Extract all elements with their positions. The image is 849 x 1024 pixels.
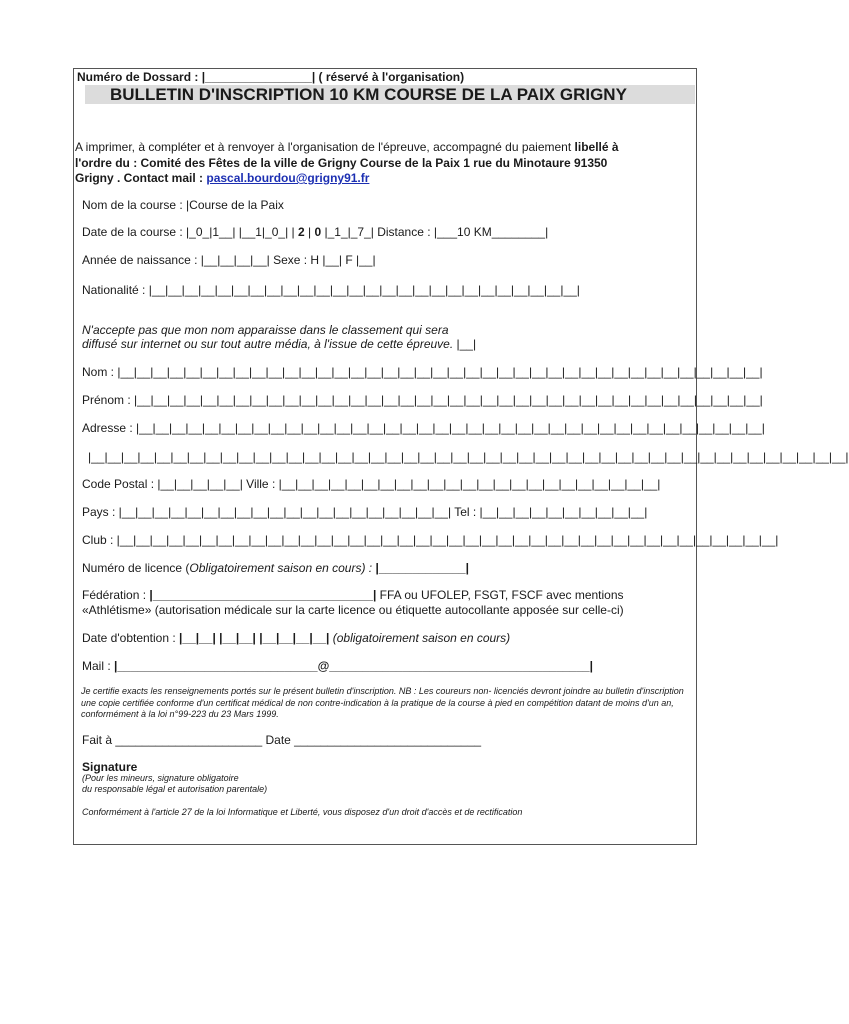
consent-checkbox[interactable]: |__| [456, 337, 477, 351]
federation-field[interactable] [82, 588, 624, 602]
distance-part: |_1_|_7_| Distance : |___10 KM________| [321, 225, 549, 239]
mail-label: Mail : [82, 659, 115, 673]
address-field[interactable]: Adresse : |__|__|__|__|__|__|__|__|__|__|__|__|__|__|__|__|__|__|__|__|__|__|__|__|__|__|__|__|__|__|__|__|__|__|__|__|__|__| [82, 421, 765, 435]
contact-email-link[interactable]: pascal.bourdou@grigny91.fr [206, 171, 370, 185]
certification-text: Je certifie exacts les renseignements portés sur le présent bulletin d'inscription. NB : Les coureurs non- licenciés devront joindre au bulletin d'inscription une copie certifiée conforme d'un certificat médical de non contre-indication à la pratique de la course à pied en compétition datant de moins d'un an, conformément à la loi n°99-223 du 23 Mars 1999. [81, 686, 684, 719]
intro-contact-label: Grigny . Contact mail : [75, 171, 207, 185]
dossard-text: Numéro de Dossard : |________________| ( réservé à l'organisation) [77, 70, 465, 84]
obtention-field[interactable] [82, 631, 510, 645]
birth-sex-field[interactable]: Année de naissance : |__|__|__|__| Sexe : H |__| F |__| [82, 253, 376, 267]
lastname-field[interactable]: Nom : |__|__|__|__|__|__|__|__|__|__|__|__|__|__|__|__|__|__|__|__|__|__|__|__|__|__|__|__|__|__|__|__|__|__|__|__|__|__|__| [82, 365, 763, 379]
intro-text: A imprimer, à compléter et à renvoyer à l'organisation de l'épreuve, accompagné du paiement [75, 140, 575, 154]
mail-input[interactable]: |______________________________@_______________________________________| [114, 659, 593, 673]
signature-note-2: du responsable légal et autorisation parentale) [82, 784, 268, 794]
signature-note-1: (Pour les mineurs, signature obligatoire [82, 773, 239, 783]
date-year-digit: 2 [297, 225, 305, 239]
dossard-line [77, 70, 464, 84]
signature-title: Signature [82, 760, 138, 774]
nationality-field[interactable]: Nationalité : |__|__|__|__|__|__|__|__|__|__|__|__|__|__|__|__|__|__|__|__|__|__|__|__|__|__| [82, 283, 580, 297]
federation-options: FFA ou UFOLEP, FSGT, FSCF avec mentions [376, 588, 624, 602]
date-sep: | [304, 225, 315, 239]
mail-field[interactable] [82, 659, 593, 673]
club-field[interactable]: Club : |__|__|__|__|__|__|__|__|__|__|__|__|__|__|__|__|__|__|__|__|__|__|__|__|__|__|__|__|__|__|__|__|__|__|__|__|__|__|__|__| [82, 533, 779, 547]
firstname-field[interactable]: Prénom : |__|__|__|__|__|__|__|__|__|__|__|__|__|__|__|__|__|__|__|__|__|__|__|__|__|__|__|__|__|__|__|__|__|__|__|__|__|__| [82, 393, 763, 407]
date-year-digit: 0 [314, 225, 322, 239]
federation-input[interactable]: |_________________________________| [149, 588, 377, 602]
postal-city-field[interactable]: Code Postal : |__|__|__|__|__| Ville : |__|__|__|__|__|__|__|__|__|__|__|__|__|__|__|__|__|__|__|__|__|__|__| [82, 477, 661, 491]
consent-text: diffusé sur internet ou sur tout autre média, à l'issue de cette épreuve. [82, 337, 457, 351]
course-field[interactable]: Nom de la course : |Course de la Paix [82, 198, 284, 212]
consent-line-1: N'accepte pas que mon nom apparaisse dans le classement qui sera [82, 323, 449, 337]
licence-label: Numéro de licence ( [82, 561, 190, 575]
date-field[interactable] [82, 225, 548, 239]
page-title: BULLETIN D'INSCRIPTION 10 KM COURSE DE LA PAIX GRIGNY [85, 85, 695, 104]
country-phone-field[interactable]: Pays : |__|__|__|__|__|__|__|__|__|__|__|__|__|__|__|__|__|__|__|__| Tel : |__|__|__|__|__|__|__|__|__|__| [82, 505, 648, 519]
privacy-notice: Conformément à l'article 27 de la loi Informatique et Liberté, vous disposez d'un droit d'accès et de rectification [82, 807, 523, 817]
obtention-note: (obligatoirement saison en cours) [329, 631, 511, 645]
place-date-field[interactable]: Fait à ______________________ Date ____________________________ [82, 733, 482, 747]
licence-note: Obligatoirement saison en cours) : [189, 561, 376, 575]
federation-label: Fédération : [82, 588, 150, 602]
intro-bold: libellé à [574, 140, 619, 154]
intro-address: l'ordre du : Comité des Fêtes de la ville de Grigny Course de la Paix 1 rue du Minotaure 91350 [75, 155, 608, 170]
consent-line-2[interactable] [82, 337, 476, 351]
intro-paragraph [75, 140, 685, 187]
obtention-input[interactable]: |__|__| |__|__| |__|__|__|__| [179, 631, 330, 645]
federation-note: «Athlétisme» (autorisation médicale sur la carte licence ou étiquette autocollante apposée sur celle-ci) [82, 603, 624, 617]
licence-field[interactable] [82, 561, 469, 575]
address-field-2[interactable]: |__|__|__|__|__|__|__|__|__|__|__|__|__|__|__|__|__|__|__|__|__|__|__|__|__|__|__|__|__|__|__|__|__|__|__|__|__|__|__|__|__|__|__|__|__|__| [88, 450, 849, 464]
date-part: Date de la course : |_0_|1__| |__1|_0_| | [82, 225, 298, 239]
licence-input[interactable]: |_____________| [375, 561, 469, 575]
obtention-label: Date d'obtention : [82, 631, 180, 645]
